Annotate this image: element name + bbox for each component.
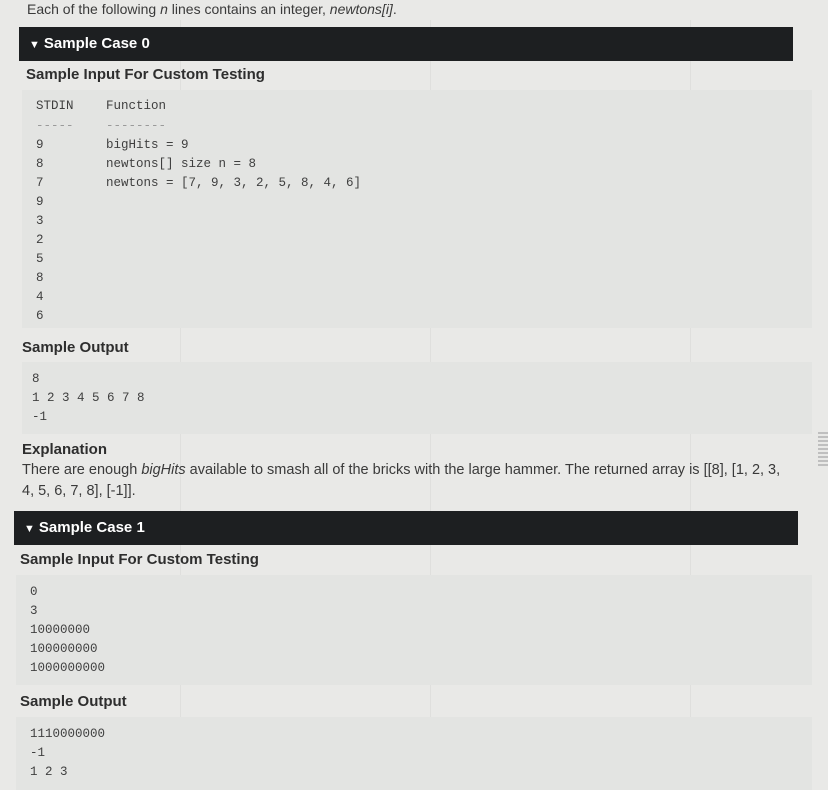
stdin-line: 9 [36,138,44,152]
case0-input-title: Sample Input For Custom Testing [26,66,265,83]
case1-output-title: Sample Output [20,693,127,710]
input-line: 0 [30,585,38,599]
explanation-title: Explanation [22,441,108,458]
stdin-line: 7 [36,176,44,190]
case1-input-title: Sample Input For Custom Testing [20,551,259,568]
scroll-indicator[interactable] [818,432,828,466]
input-line: 1000000000 [30,661,106,675]
function-line: bigHits = 9 [106,138,189,152]
sample-case-0-header[interactable] [19,27,793,61]
triangle-down-icon: ▼ [29,39,40,51]
stdin-line: 2 [36,233,44,247]
case0-output-panel [22,362,812,434]
stdin-line: 8 [36,271,44,285]
stdin-line: 6 [36,309,44,323]
output-line: 1 2 3 [30,765,68,779]
stdin-header: STDIN [36,99,74,113]
explanation-text: There are enough bigHits available to smash all of the bricks with the large hammer. The returned array is [[8], [1, 2, 3, 4, 5, 6, 7, 8], [-1]]. [22,462,781,499]
sample-case-1-title: Sample Case 1 [38,519,145,536]
stdin-separator: ----- [36,119,74,133]
case0-input-panel [22,90,812,328]
stdin-line: 3 [36,214,44,228]
stdin-line: 4 [36,290,44,304]
input-line: 3 [30,604,38,618]
output-line: 1 2 3 4 5 6 7 8 [32,391,145,405]
function-separator: -------- [106,119,167,133]
stdin-line: 5 [36,252,44,266]
output-line: -1 [30,746,46,760]
output-line: -1 [32,410,48,424]
function-header: Function [106,99,167,113]
triangle-down-icon: ▼ [24,523,35,535]
sample-case-0-title: Sample Case 0 [43,35,150,52]
intro-text: Each of the following n lines contains an integer, newtons[i]. [27,1,397,17]
case0-output-title: Sample Output [22,339,129,356]
stdin-line: 9 [36,195,44,209]
case1-input-panel [16,575,812,685]
function-line: newtons[] size n = 8 [106,157,257,171]
case1-output-panel [16,717,812,790]
output-line: 8 [32,372,40,386]
sample-case-1-header[interactable] [14,511,798,545]
function-line: newtons = [7, 9, 3, 2, 5, 8, 4, 6] [106,176,362,190]
input-line: 100000000 [30,642,98,656]
input-line: 10000000 [30,623,91,637]
stdin-line: 8 [36,157,44,171]
output-line: 1110000000 [30,727,106,741]
